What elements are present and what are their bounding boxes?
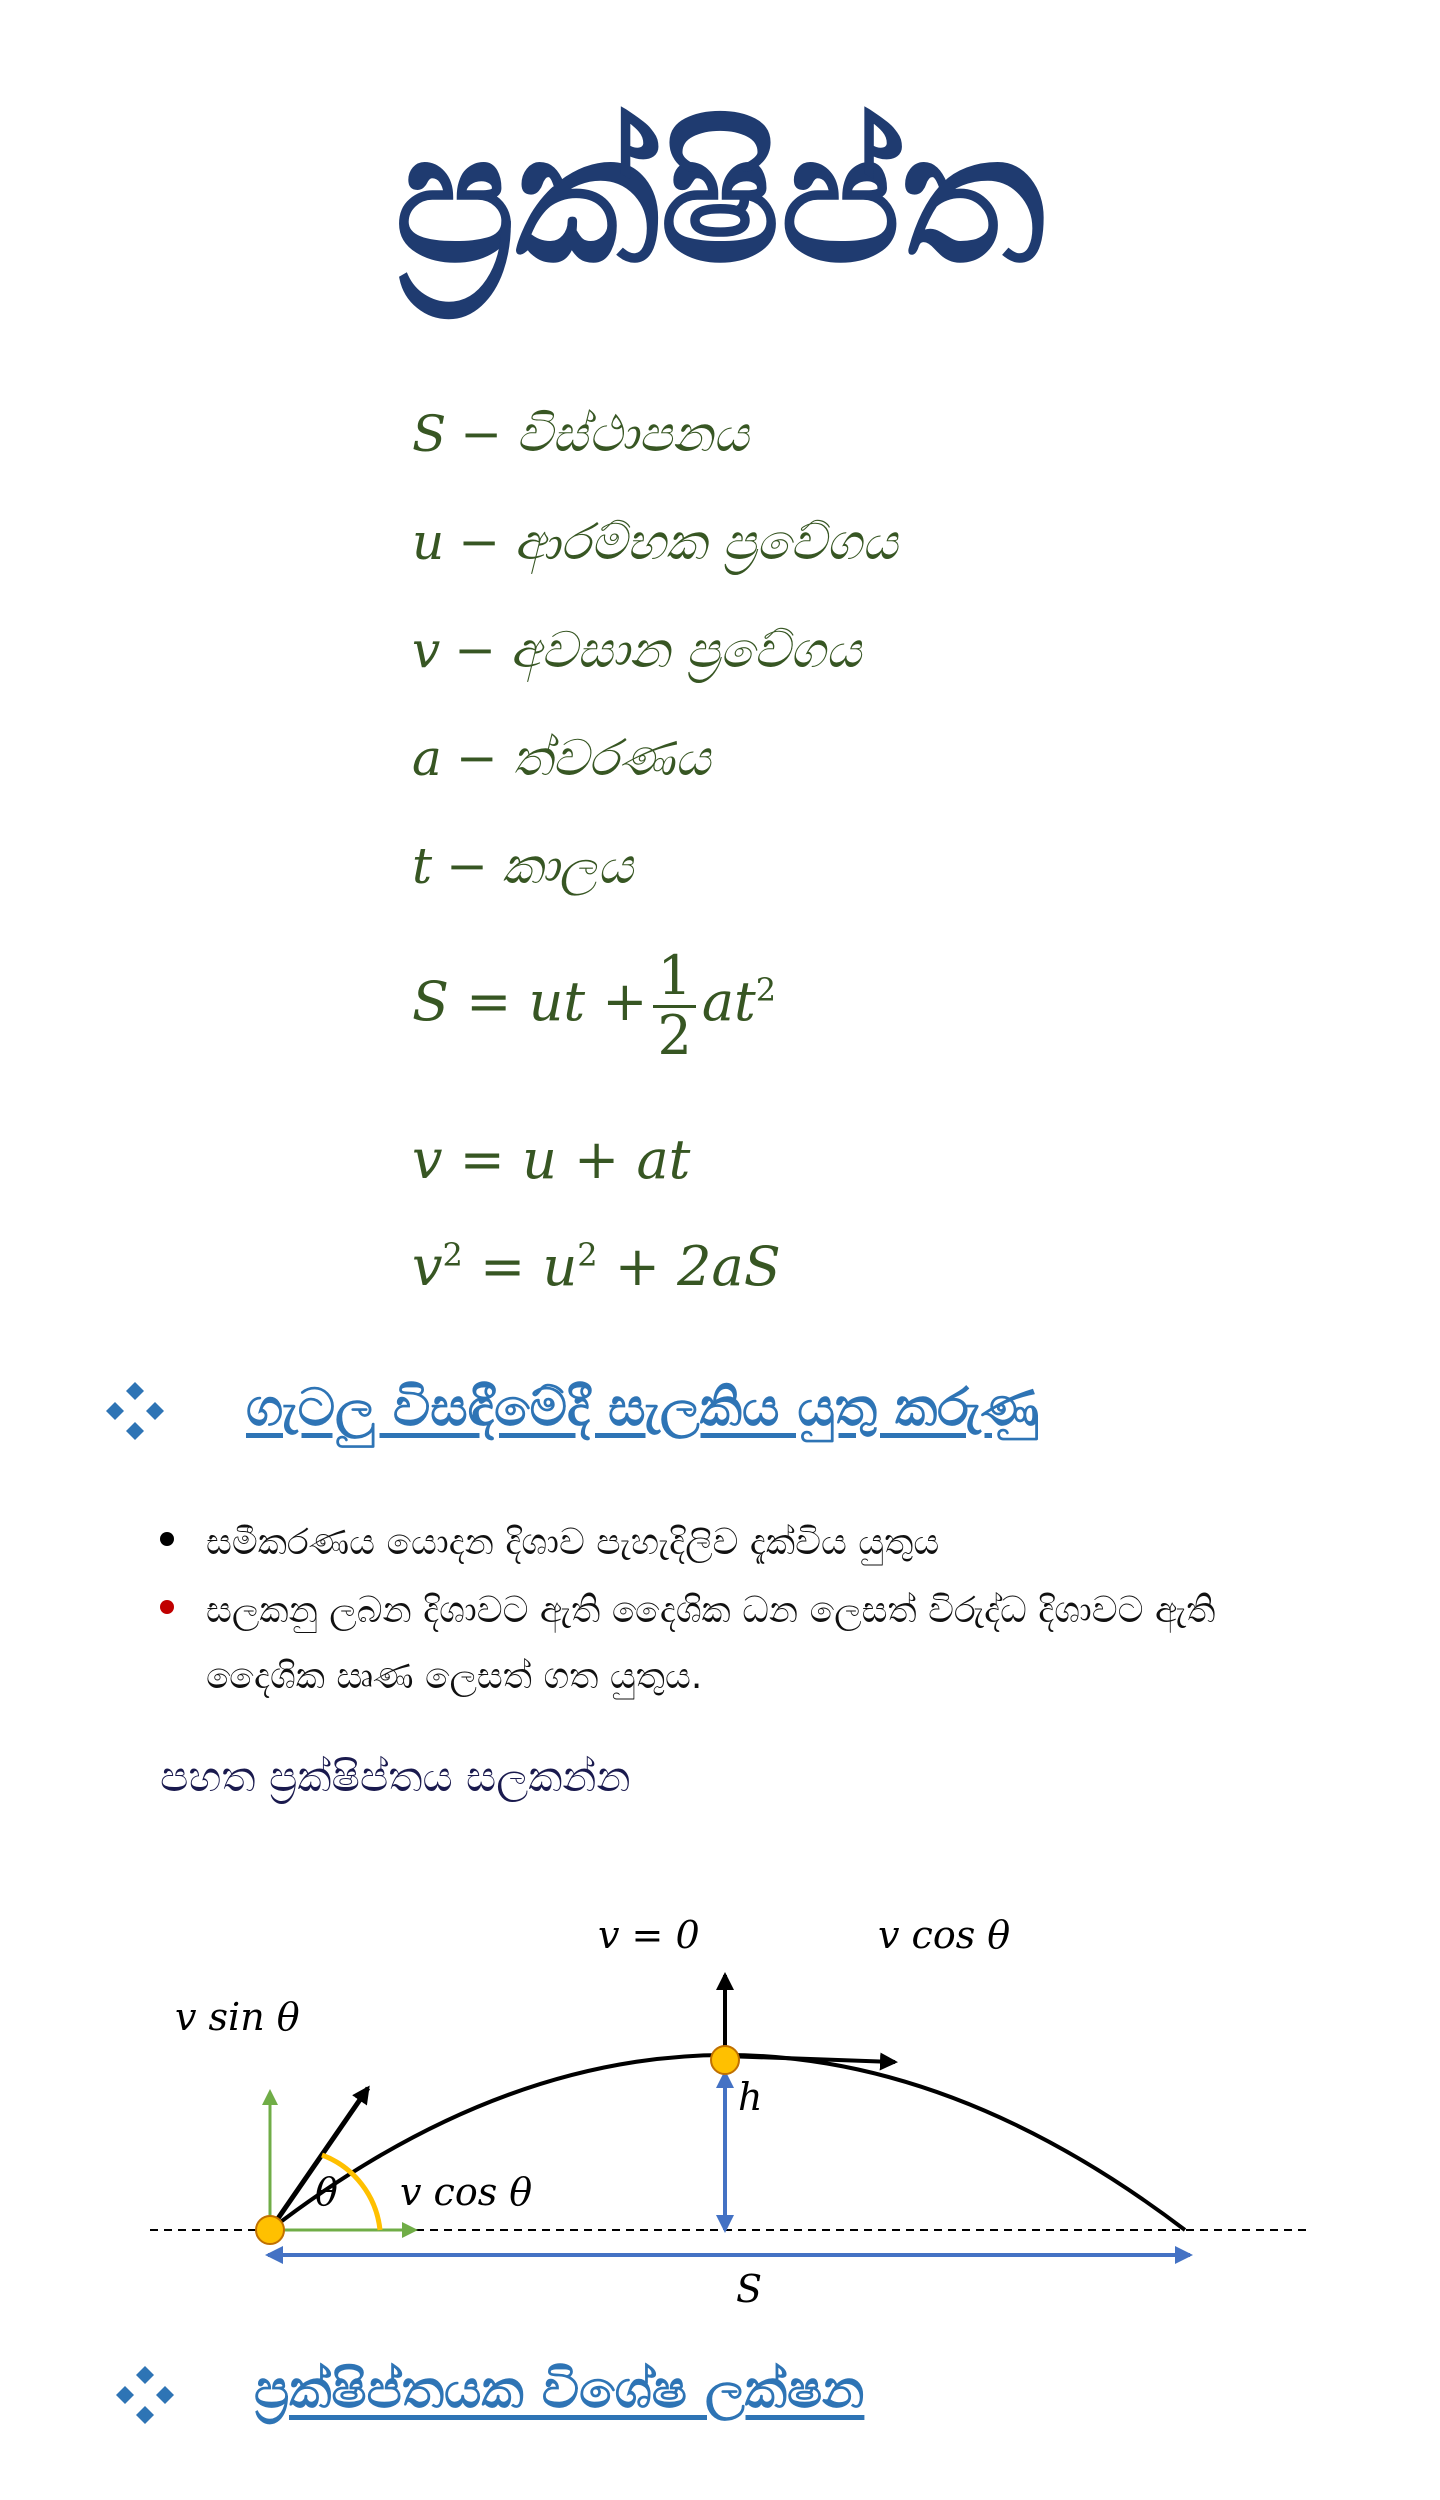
definition-meaning: ත්වරණය bbox=[511, 729, 711, 787]
definition-dash: − bbox=[454, 621, 497, 679]
definition-dash: − bbox=[458, 513, 501, 571]
definition-meaning: ආරම්භක ප්‍රවේගය bbox=[514, 513, 898, 571]
definition-symbol: u bbox=[412, 513, 445, 571]
equation-part: v bbox=[412, 1235, 443, 1298]
definition-symbol: S bbox=[412, 405, 447, 463]
equation-part: = u bbox=[462, 1235, 578, 1298]
projectile-ball-top-icon bbox=[711, 2046, 739, 2074]
bullet-dot bbox=[160, 1600, 174, 1614]
equation-part: at bbox=[701, 970, 756, 1034]
label-v-cos-theta-bottom: v cos θ bbox=[400, 2170, 533, 2214]
definition-dash: − bbox=[446, 837, 488, 895]
label-range: S bbox=[736, 2267, 763, 2311]
label-v-sin-theta: v sin θ bbox=[175, 1995, 300, 2039]
section-heading-projectile-features: ප්‍රක්ෂිප්තයක විශේෂ ලක්ෂන bbox=[254, 2360, 865, 2420]
section-heading-problem-tips: ගැටලු විසඳීමේදී සැලකිය යුතු කරුණු bbox=[246, 1378, 1040, 1438]
instruction-text: පහත ප්‍රක්ෂිප්තය සලකන්න bbox=[160, 1752, 631, 1801]
definition-time bbox=[412, 837, 633, 896]
bullet-dot bbox=[160, 1532, 174, 1546]
definition-displacement bbox=[412, 405, 749, 464]
label-theta: θ bbox=[315, 2170, 338, 2214]
exponent: 2 bbox=[577, 1236, 598, 1274]
definition-dash: − bbox=[460, 405, 503, 463]
definition-meaning: විස්ථාපනය bbox=[516, 405, 749, 463]
list-item-text: සමීකරණය යොදන දිශාව පැහැදිලිව දැක්විය යුතුය bbox=[206, 1522, 940, 1563]
definition-initial-velocity bbox=[412, 513, 898, 572]
exponent: 2 bbox=[442, 1236, 463, 1274]
fraction bbox=[653, 944, 695, 1067]
definition-acceleration bbox=[412, 729, 711, 788]
definition-symbol: v bbox=[412, 621, 441, 679]
exponent: 2 bbox=[755, 971, 777, 1010]
diamond-bullet-icon bbox=[104, 1380, 166, 1442]
label-v-cos-theta-top: v cos θ bbox=[878, 1913, 1011, 1957]
equation-part: v = u + at bbox=[412, 1128, 691, 1191]
equation-displacement bbox=[412, 944, 777, 1067]
definition-symbol: t bbox=[412, 837, 433, 895]
diamond-bullet-icon bbox=[114, 2364, 176, 2426]
equation-part: + 2aS bbox=[597, 1235, 781, 1298]
page-title: ප්‍රක්ෂිප්ත bbox=[394, 95, 1046, 302]
equation-velocity-squared bbox=[412, 1235, 781, 1298]
definition-meaning: අවසාන ප්‍රවේගය bbox=[510, 621, 862, 679]
projectile-diagram bbox=[0, 1840, 1440, 2320]
projectile-ball-start-icon bbox=[256, 2216, 284, 2244]
definition-dash: − bbox=[455, 729, 498, 787]
equation-velocity bbox=[412, 1128, 690, 1191]
fraction-numerator: 1 bbox=[653, 948, 695, 1008]
equation-part: S = ut + bbox=[412, 970, 648, 1034]
fraction-denominator: 2 bbox=[657, 1003, 692, 1067]
definition-meaning: කාලය bbox=[502, 837, 634, 895]
label-v-zero: v = 0 bbox=[598, 1913, 700, 1957]
definition-final-velocity bbox=[412, 621, 861, 680]
label-height: h bbox=[738, 2075, 763, 2119]
list-item-text: සලකනු ලබන දිශාවට ඇති දෛශික ධන ලෙසත් විරුද්ධ දිශාවට ඇති දෛශික ඍණ ලෙසත් ගත යුතුය. bbox=[206, 1590, 1216, 1697]
definition-symbol: a bbox=[412, 729, 442, 787]
